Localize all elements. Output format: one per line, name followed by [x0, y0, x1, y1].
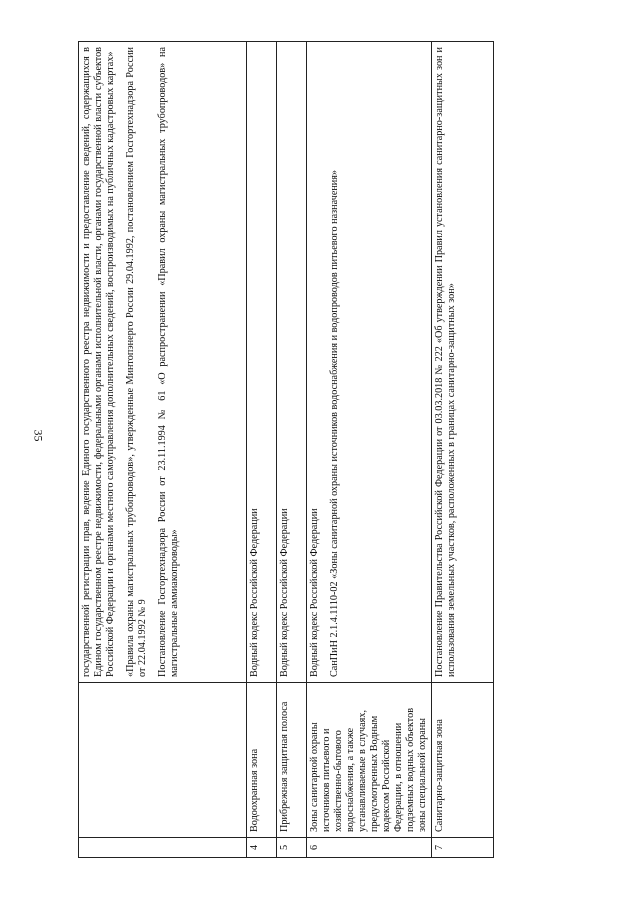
legal-basis-table — [78, 41, 494, 858]
legal-basis-paragraph: Постановление Госгортехнадзора России от 23.11.1994 № 61 «О распространении «Правил охраны магистральных трубопроводов» на магистральные аммиакопроводы» — [157, 47, 181, 677]
legal-basis-paragraph: Водный кодекс Российской Федерации — [309, 508, 320, 677]
table-row — [432, 42, 494, 858]
legal-basis-paragraph: Постановление Правительства Российской Федерации от 03.03.2018 № 222 «Об утверждении Правил установления санитарно-защитных зон и использования земельных участков, расположенных в границах санитарно-защитных зон» — [434, 47, 458, 677]
table-row — [277, 42, 307, 858]
rotated-content — [78, 42, 476, 858]
legal-basis-cell — [247, 42, 277, 683]
legal-basis-paragraph: Водный кодекс Российской Федерации — [279, 508, 290, 677]
row-number: 7 — [432, 838, 494, 858]
zone-name — [79, 683, 247, 838]
legal-basis-cell — [307, 42, 432, 683]
legal-basis-paragraph: СанПиН 2.1.4.1110-02 «Зоны санитарной охраны источников водоснабжения и водопроводов питьевого назначения» — [329, 169, 341, 677]
row-number: 5 — [277, 838, 307, 858]
page-number: 35 — [31, 429, 46, 442]
row-number: 6 — [307, 838, 432, 858]
table-row — [307, 42, 432, 858]
legal-basis-cell — [432, 42, 494, 683]
row-number: 4 — [247, 838, 277, 858]
legal-basis-cell — [79, 42, 247, 683]
table-row — [247, 42, 277, 858]
zone-name: Санитарно-защитная зона — [432, 683, 494, 838]
zone-name: Водоохранная зона — [247, 683, 277, 838]
legal-basis-paragraph: Водный кодекс Российской Федерации — [249, 508, 260, 677]
zone-name: Прибрежная защитная полоса — [277, 683, 307, 838]
row-number — [79, 838, 247, 858]
zone-name: Зоны санитарной охраны источников питьевого и хозяйственно-бытового водоснабжения, а также устанавливаемые в случаях, предусмотренных Водным кодексом Российской Федерации, в отношении подземных водных объектов зоны специальной охраны — [307, 683, 432, 838]
legal-basis-cell — [277, 42, 307, 683]
table-frame — [78, 42, 476, 858]
legal-basis-paragraph: «Правила охраны магистральных трубопроводов», утвержденные Минтопэнерго России 29.04.1992, постановлением Госгортехнадзора России от 22.04.1992 № 9 — [125, 47, 149, 677]
legal-basis-paragraph: государственной регистрации прав, ведение Единого государственного реестра недвижимости и предоставление сведений, содержащихся в Едином государственном реестре недвижимости, федеральными органами исполнительной власти, органами государственной власти субъектов Российской Федерации и органами местного самоуправления дополнительных сведений, воспроизводимых на публичных кадастровых картах» — [81, 47, 117, 677]
table-row — [79, 42, 247, 858]
